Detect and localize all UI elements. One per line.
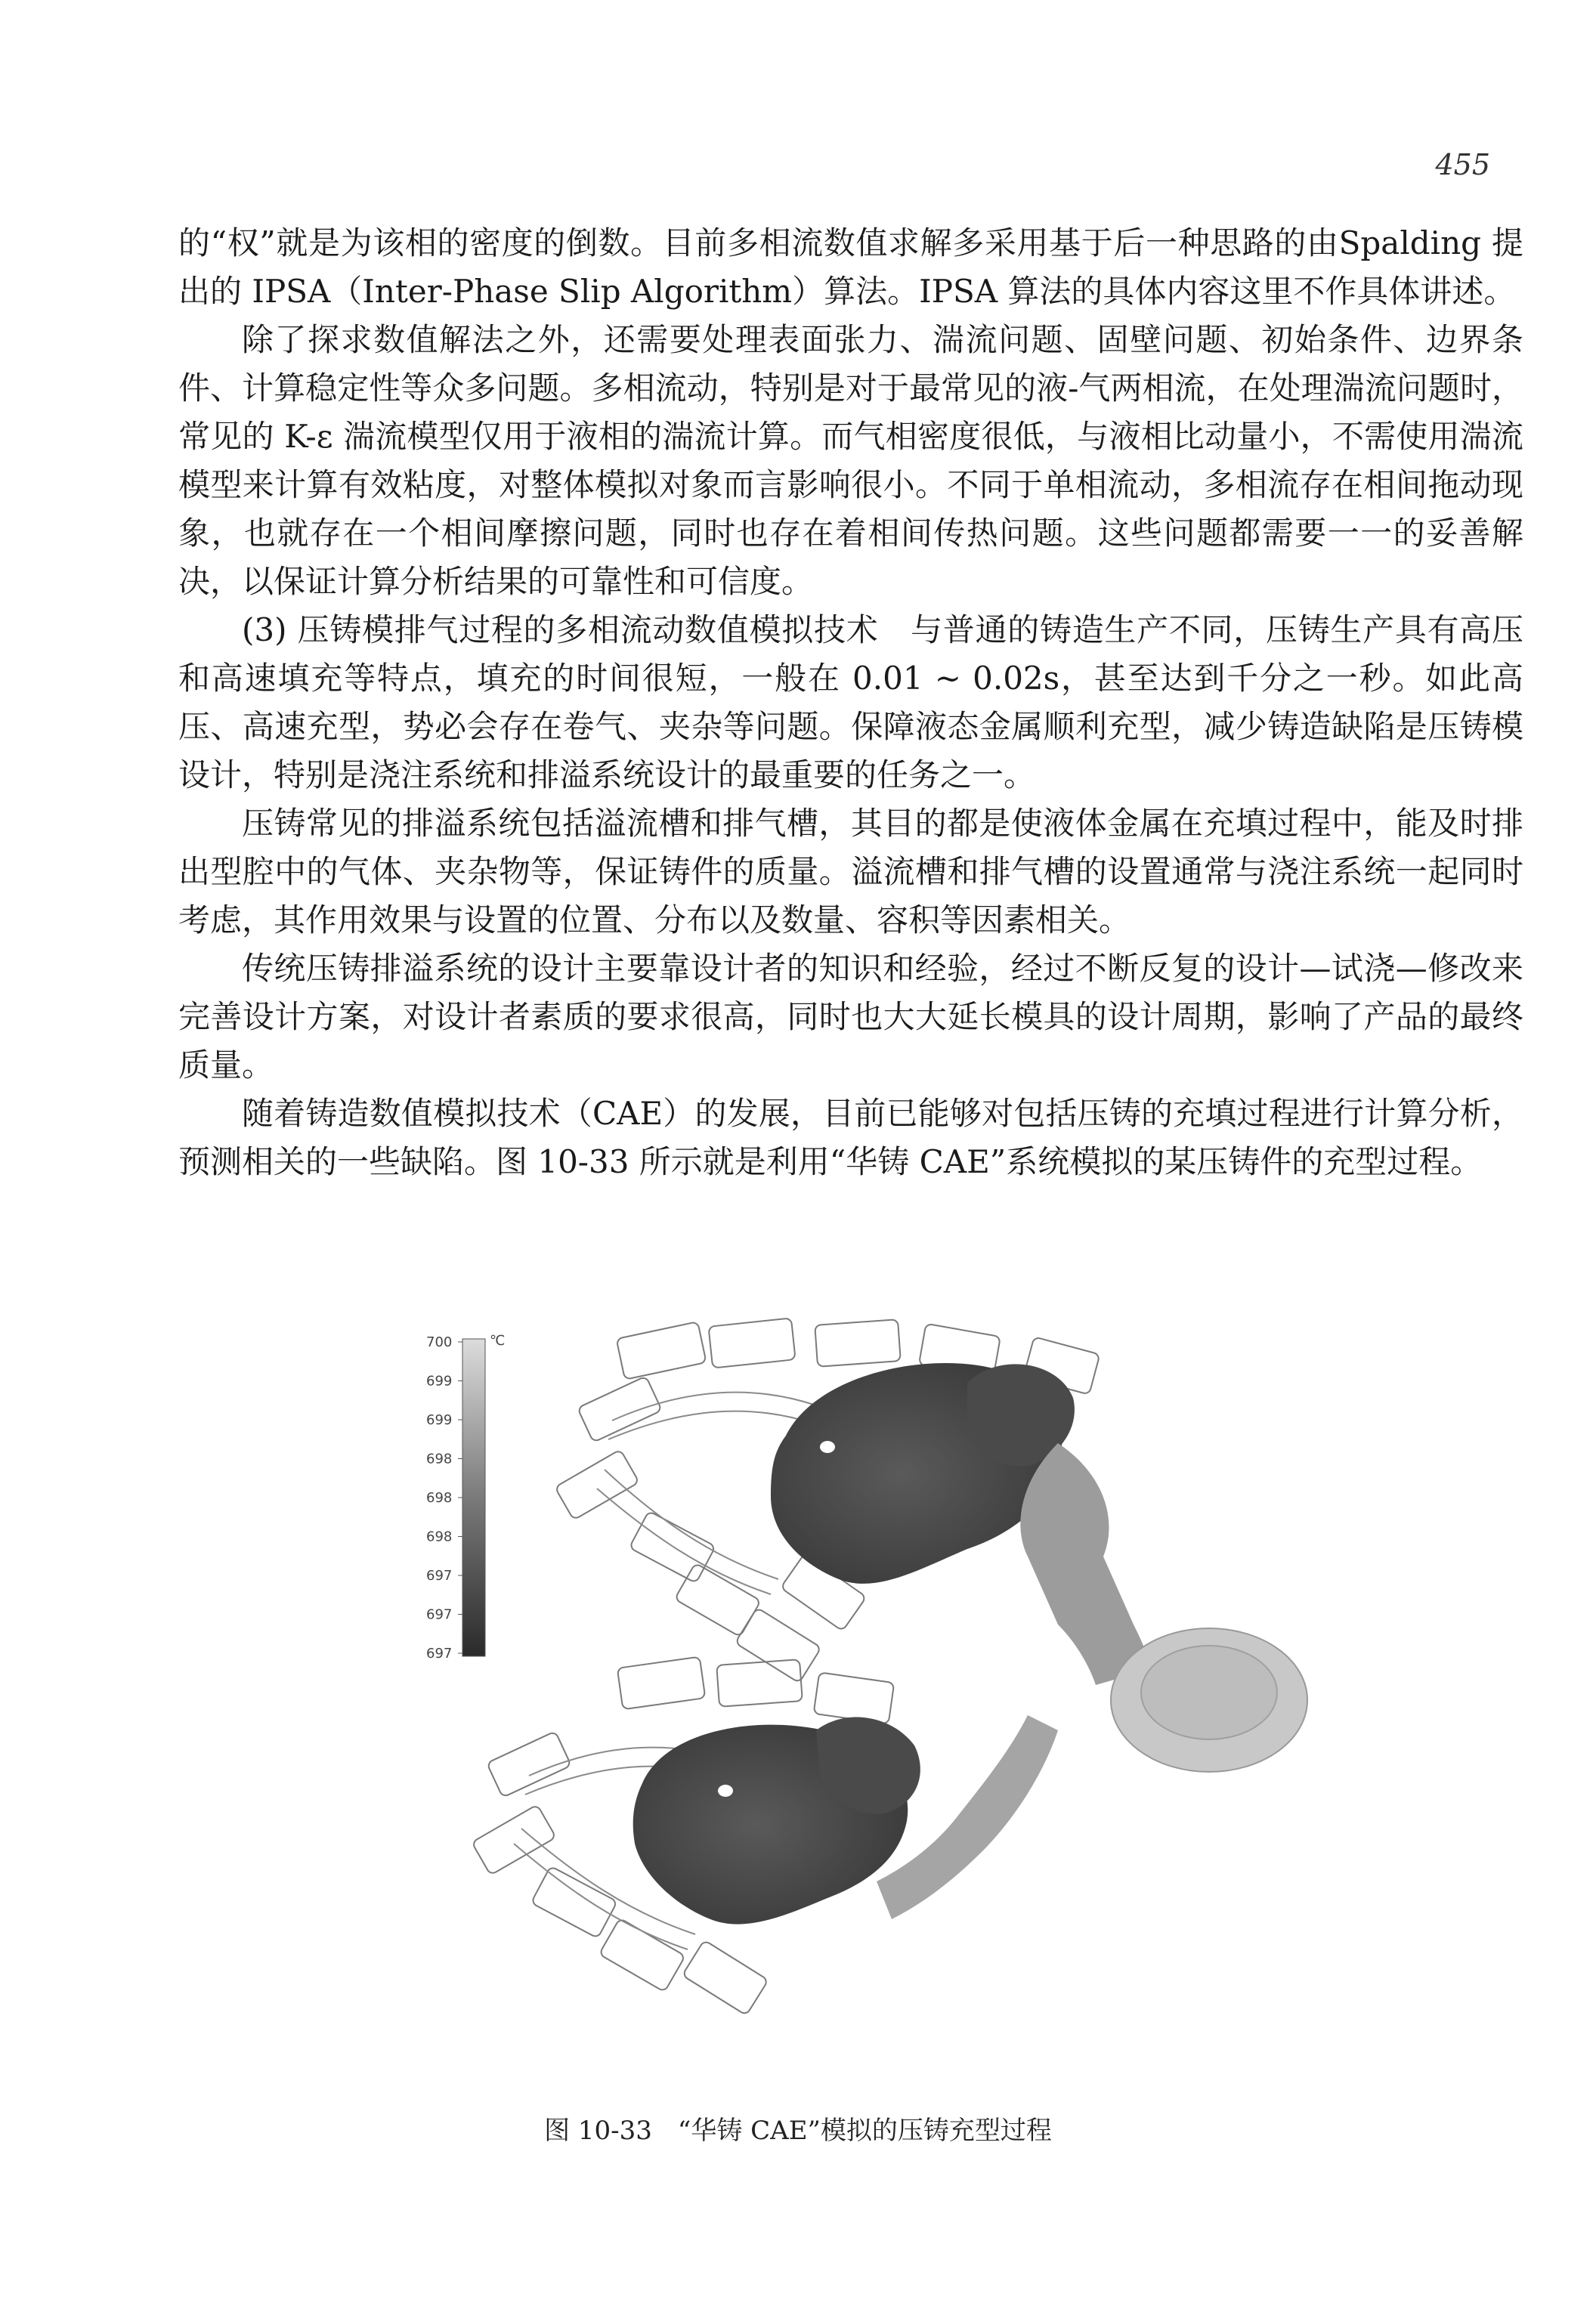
colorbar-ticks xyxy=(426,1334,462,1662)
paragraph-1: 的“权”就是为该相的密度的倒数。目前多相流数值求解多采用基于后一种思路的由Spalding 提出的 IPSA（Inter-Phase Slip Algorithm）算法。IPSA 算法的具体内容这里不作具体讲述。 xyxy=(178,224,1523,310)
figure-caption: 图 10-33 “华铸 CAE”模拟的压铸充型过程 xyxy=(544,2116,1052,2146)
colorbar-gradient xyxy=(462,1339,485,1656)
colorbar-tick-label: 700 xyxy=(426,1334,453,1350)
casting-simulation-image xyxy=(393,1307,1406,2055)
body-text xyxy=(178,219,1523,1186)
page-number: 455 xyxy=(1435,148,1490,181)
colorbar-tick-label: 698 xyxy=(426,1451,453,1467)
colorbar-tick-label: 699 xyxy=(426,1412,453,1428)
void-highlight-2 xyxy=(718,1785,733,1797)
paragraph-5: 传统压铸排溢系统的设计主要靠设计者的知识和经验，经过不断反复的设计—试浇—修改来完善设计方案，对设计者素质的要求很高，同时也大大延长模具的设计周期，影响了产品的最终质量。 xyxy=(178,950,1523,1084)
paragraph-6: 随着铸造数值模拟技术（CAE）的发展，目前已能够对包括压铸的充填过程进行计算分析，预测相关的一些缺陷。图 10-33 所示就是利用“华铸 CAE”系统模拟的某压铸件的充型过程。 xyxy=(178,1095,1523,1180)
void-highlight-1 xyxy=(820,1441,835,1453)
colorbar-unit: ℃ xyxy=(490,1333,506,1349)
paragraph-2: 除了探求数值解法之外，还需要处理表面张力、湍流问题、固壁问题、初始条件、边界条件、计算稳定性等众多问题。多相流动，特别是对于最常见的液-气两相流，在处理湍流问题时，常见的 K-ε 湍流模型仅用于液相的湍流计算。而气相密度很低，与液相比动量小，不需使用湍流模型来计算有效粘度，对整体模拟对象而言影响很小。不同于单相流动，多相流存在相间拖动现象，也就存在一个相间摩擦问题，同时也存在着相间传热问题。这些问题都需要一一的妥善解决，以保证计算分析结果的可靠性和可信度。 xyxy=(178,321,1523,600)
colorbar xyxy=(426,1333,505,1662)
figure-10-33 xyxy=(393,1307,1406,2055)
sprue-biscuit-inner xyxy=(1141,1646,1277,1739)
paragraph-3: (3) 压铸模排气过程的多相流动数值模拟技术 与普通的铸造生产不同，压铸生产具有高压和高速填充等特点，填充的时间很短，一般在 0.01 ~ 0.02s，甚至达到千分之一秒。如此高压、高速充型，势必会存在卷气、夹杂等问题。保障液态金属顺利充型，减少铸造缺陷是压铸模设计，特别是浇注系统和排溢系统设计的最重要的任务之一。 xyxy=(178,611,1523,793)
colorbar-tick-label: 697 xyxy=(426,1568,453,1584)
colorbar-tick-label: 699 xyxy=(426,1373,453,1390)
colorbar-tick-label: 698 xyxy=(426,1529,453,1545)
colorbar-tick-label: 698 xyxy=(426,1490,453,1506)
paragraph-4: 压铸常见的排溢系统包括溢流槽和排气槽，其目的都是使液体金属在充填过程中，能及时排出型腔中的气体、夹杂物等，保证铸件的质量。溢流槽和排气槽的设置通常与浇注系统一起同时考虑，其作用效果与设置的位置、分布以及数量、容积等因素相关。 xyxy=(178,805,1523,938)
colorbar-tick-label: 697 xyxy=(426,1646,453,1662)
upper-gating-arm xyxy=(1020,1443,1149,1685)
colorbar-tick-label: 697 xyxy=(426,1606,453,1623)
